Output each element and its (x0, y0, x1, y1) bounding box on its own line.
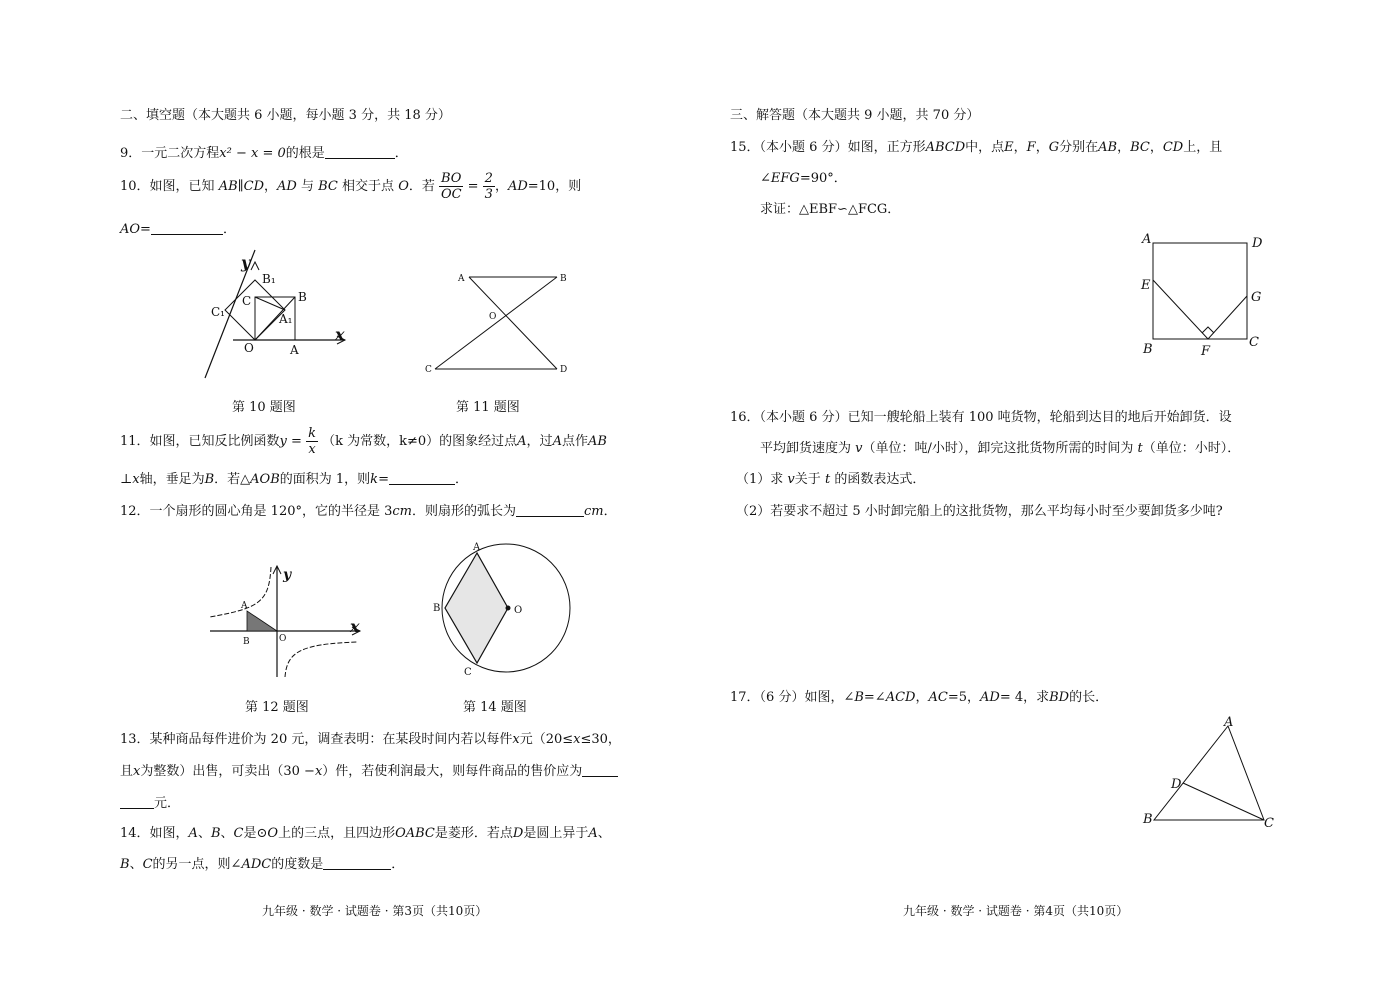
figure-10 (205, 250, 355, 385)
question-10-line2: AO= ． (120, 222, 236, 237)
figure-14-caption: 第 14 题图 (463, 700, 527, 715)
point-label: B (298, 290, 307, 304)
point-label: B (243, 637, 250, 647)
answer-blank (582, 764, 618, 777)
figure-11-caption: 第 11 题图 (456, 400, 520, 415)
question-13-line3: 元． (120, 792, 180, 811)
point-label: B (1143, 812, 1153, 827)
point-label: O (489, 312, 497, 322)
figure-12 (205, 562, 370, 682)
point-label: E (1141, 278, 1151, 293)
question-15: 15．（本小题 6 分）如图，正方形ABCD中，点E，F，G分别在AB，BC，CD上，且 (730, 140, 1223, 155)
x-axis-label: x (335, 325, 345, 344)
point-label: C (242, 294, 252, 308)
answer-blank (389, 472, 455, 485)
question-13: 13．某种商品每件进价为 20 元，调查表明：在某段时间内若以每件x元（20≤x≤30， (120, 732, 621, 747)
answer-blank (151, 222, 223, 235)
point-label: C (1249, 335, 1259, 350)
question-14: 14．如图，A、B、C是⊙O上的三点，且四边形OABC是菱形．若点D是圆上异于A、 (120, 826, 611, 841)
question-15-line3: 求证：△EBF∽△FCG． (760, 202, 901, 217)
point-label: O (279, 634, 287, 644)
point-label: A (1142, 232, 1152, 247)
point-label: C (464, 667, 472, 678)
page-footer-right: 九年级 · 数学 · 试题卷 · 第4页（共10页） (903, 904, 1129, 918)
question-16-line2: 平均卸货速度为 v（单位：吨/小时），卸完这批货物所需的时间为 t（单位：小时）． (760, 441, 1241, 456)
point-label: A (241, 601, 248, 611)
figure-14 (430, 540, 580, 680)
section-heading-solve: 三、解答题（本大题共 9 小题，共 70 分） (730, 108, 980, 123)
question-11: 11．如图，已知反比例函数y = $\frac{k}{x}$ （k 为常数，k≠0）的图象经过点A，过A点作AB (120, 426, 607, 457)
question-16-part2: （2）若要求不超过 5 小时卸完船上的这批货物，那么平均每小时至少要卸货多少吨? (736, 504, 1223, 519)
figure-15 (1135, 228, 1275, 363)
figure-17 (1140, 712, 1280, 832)
figure-11 (425, 268, 575, 378)
answer-blank (325, 146, 395, 159)
point-label: B (1143, 342, 1153, 357)
question-11-line2: ⊥x轴，垂足为B．若△AOB的面积为 1，则k= ． (120, 472, 468, 487)
point-label: A (1224, 715, 1234, 730)
point-label: D (1252, 236, 1263, 251)
figure-12-caption: 第 12 题图 (245, 700, 309, 715)
point-label: A (290, 343, 299, 357)
x-axis-label: x (350, 617, 360, 636)
question-16: 16．（本小题 6 分）已知一艘轮船上装有 100 吨货物，轮船到达目的地后开始卸货．设 (730, 410, 1232, 425)
answer-blank (516, 504, 584, 517)
point-label: D (1171, 777, 1182, 792)
point-label: C (1264, 816, 1274, 831)
point-label: O (514, 605, 523, 616)
y-axis-label: y (283, 567, 292, 583)
question-12: 12．一个扇形的圆心角是 120°，它的半径是 3cm．则扇形的弧长为 cm． (120, 504, 617, 519)
point-label: A (458, 274, 465, 284)
answer-blank (120, 796, 154, 809)
question-17: 17．（6 分）如图，∠B=∠ACD，AC=5，AD= 4，求BD的长． (730, 690, 1109, 705)
question-13-line2: 且x为整数）出售，可卖出（30 −x）件，若使利润最大，则每件商品的售价应为 (120, 760, 618, 779)
point-label: C (425, 365, 432, 375)
point-label: D (560, 365, 568, 375)
point-label: G (1251, 290, 1262, 305)
question-14-line2: B、C的另一点，则∠ADC的度数是 ． (120, 857, 405, 872)
figure-10-caption: 第 10 题图 (232, 400, 296, 415)
point-label: B (560, 274, 567, 284)
question-10: 10．如图，已知 AB∥CD，AD 与 BC 相交于点 O．若 $\frac{BO}{OC}$ = $\frac{2}{3}$ ，AD=10，则 (120, 171, 582, 202)
point-label: C₁ (211, 305, 225, 319)
answer-blank (323, 857, 391, 870)
y-axis-label: y (241, 253, 251, 272)
question-16-part1: （1）求 v关于 t 的函数表达式． (736, 472, 926, 487)
question-15-line2: ∠EFG=90°． (760, 171, 847, 186)
question-9: 9．一元二次方程x² − x = 0的根是 ． (120, 146, 408, 161)
section-heading-fill-in: 二、填空题（本大题共 6 小题，每小题 3 分，共 18 分） (120, 108, 451, 123)
point-label: B (433, 603, 441, 614)
page-footer-left: 九年级 · 数学 · 试题卷 · 第3页（共10页） (262, 904, 488, 918)
point-label: O (244, 341, 254, 355)
point-label: A (473, 542, 481, 553)
point-label: B₁ (262, 272, 276, 286)
point-label: A₁ (279, 312, 293, 326)
point-label: F (1201, 344, 1211, 359)
